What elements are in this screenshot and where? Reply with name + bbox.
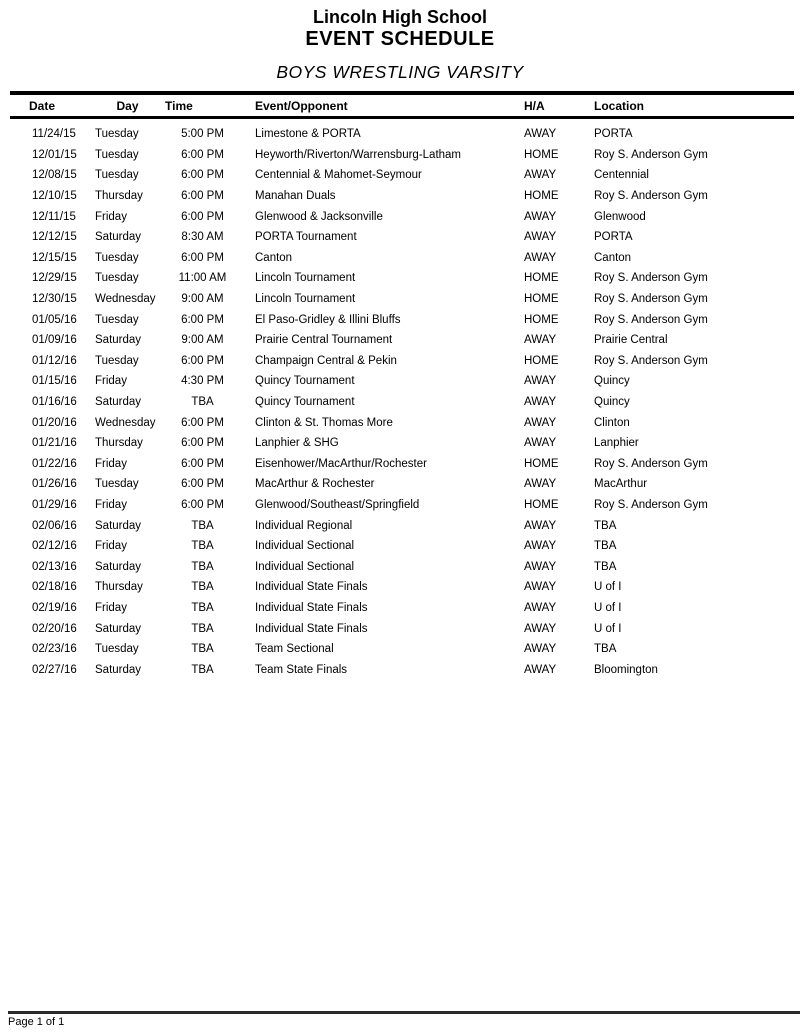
cell-event: Prairie Central Tournament	[255, 334, 393, 347]
column-header-day: Day	[116, 98, 139, 113]
cell-ha: AWAY	[524, 169, 557, 182]
table-row	[10, 577, 794, 598]
cell-date: 01/22/16	[32, 457, 77, 470]
cell-ha: HOME	[524, 272, 559, 285]
cell-day: Tuesday	[95, 148, 139, 161]
table-row	[10, 495, 794, 516]
cell-time: TBA	[191, 540, 214, 553]
table-row	[10, 124, 794, 145]
cell-date: 01/20/16	[32, 416, 77, 429]
cell-location: Roy S. Anderson Gym	[594, 498, 708, 511]
cell-date: 12/10/15	[32, 190, 77, 203]
cell-day: Saturday	[95, 396, 142, 409]
footer-divider	[8, 1011, 800, 1014]
cell-time: TBA	[191, 519, 214, 532]
cell-ha: AWAY	[524, 396, 557, 409]
cell-day: Friday	[95, 457, 127, 470]
cell-location: Lanphier	[594, 437, 639, 450]
table-row	[10, 371, 794, 392]
cell-event: Individual State Finals	[255, 581, 368, 594]
cell-time: 6:00 PM	[181, 148, 224, 161]
cell-day: Friday	[95, 498, 127, 511]
cell-time: 6:00 PM	[181, 498, 224, 511]
cell-day: Thursday	[95, 437, 143, 450]
table-row	[10, 412, 794, 433]
table-row	[10, 330, 794, 351]
cell-date: 12/30/15	[32, 293, 77, 306]
cell-event: Eisenhower/MacArthur/Rochester	[255, 457, 427, 470]
table-row	[10, 639, 794, 660]
cell-date: 02/20/16	[32, 622, 77, 635]
table-row	[10, 227, 794, 248]
cell-ha: HOME	[524, 190, 559, 203]
table-row	[10, 474, 794, 495]
cell-time: 4:30 PM	[181, 375, 224, 388]
table-row	[10, 454, 794, 475]
cell-time: TBA	[191, 601, 214, 614]
table-row	[10, 145, 794, 166]
cell-event: MacArthur & Rochester	[255, 478, 375, 491]
cell-day: Saturday	[95, 560, 142, 573]
cell-location: U of I	[594, 601, 622, 614]
cell-event: Manahan Duals	[255, 190, 336, 203]
cell-ha: HOME	[524, 148, 559, 161]
cell-location: Roy S. Anderson Gym	[594, 354, 708, 367]
cell-location: Bloomington	[594, 663, 658, 676]
cell-time: 9:00 AM	[181, 334, 224, 347]
cell-event: Quincy Tournament	[255, 396, 355, 409]
cell-event: Centennial & Mahomet-Seymour	[255, 169, 422, 182]
cell-time: 6:00 PM	[181, 437, 224, 450]
cell-date: 12/01/15	[32, 148, 77, 161]
cell-day: Saturday	[95, 231, 142, 244]
cell-date: 02/19/16	[32, 601, 77, 614]
cell-event: Individual State Finals	[255, 622, 368, 635]
cell-day: Tuesday	[95, 643, 139, 656]
cell-location: MacArthur	[594, 478, 648, 491]
table-row	[10, 515, 794, 536]
cell-location: Clinton	[594, 416, 630, 429]
cell-location: Roy S. Anderson Gym	[594, 148, 708, 161]
cell-event: Individual Sectional	[255, 560, 355, 573]
cell-location: Roy S. Anderson Gym	[594, 313, 708, 326]
table-row	[10, 186, 794, 207]
cell-day: Wednesday	[95, 293, 156, 306]
cell-event: Canton	[255, 251, 293, 264]
cell-event: Champaign Central & Pekin	[255, 354, 397, 367]
cell-event: Heyworth/Riverton/Warrensburg-Latham	[255, 148, 462, 161]
cell-event: Team Sectional	[255, 643, 334, 656]
table-row	[10, 268, 794, 289]
event-schedule-table	[10, 91, 794, 680]
cell-date: 12/12/15	[32, 231, 77, 244]
cell-time: 6:00 PM	[181, 251, 224, 264]
cell-location: Canton	[594, 251, 632, 264]
cell-day: Saturday	[95, 663, 142, 676]
cell-ha: AWAY	[524, 643, 557, 656]
cell-date: 01/09/16	[32, 334, 77, 347]
cell-time: 5:00 PM	[181, 128, 224, 141]
cell-date: 12/08/15	[32, 169, 77, 182]
cell-ha: HOME	[524, 354, 559, 367]
cell-ha: AWAY	[524, 478, 557, 491]
cell-location: Prairie Central	[594, 334, 668, 347]
cell-ha: AWAY	[524, 375, 557, 388]
cell-ha: AWAY	[524, 128, 557, 141]
cell-date: 01/29/16	[32, 498, 77, 511]
cell-time: TBA	[191, 396, 214, 409]
cell-location: Glenwood	[594, 210, 646, 223]
cell-time: 6:00 PM	[181, 416, 224, 429]
cell-ha: AWAY	[524, 231, 557, 244]
cell-time: 6:00 PM	[181, 210, 224, 223]
table-header	[10, 91, 794, 119]
cell-date: 01/15/16	[32, 375, 77, 388]
cell-time: TBA	[191, 581, 214, 594]
cell-ha: AWAY	[524, 540, 557, 553]
cell-time: 6:00 PM	[181, 478, 224, 491]
cell-location: Roy S. Anderson Gym	[594, 272, 708, 285]
table-row	[10, 433, 794, 454]
cell-time: 6:00 PM	[181, 457, 224, 470]
cell-day: Friday	[95, 601, 127, 614]
cell-event: Glenwood & Jacksonville	[255, 210, 383, 223]
cell-date: 12/11/15	[32, 210, 76, 223]
cell-day: Tuesday	[95, 128, 139, 141]
school-name: Lincoln High School	[313, 7, 487, 27]
cell-date: 02/13/16	[32, 560, 77, 573]
cell-ha: AWAY	[524, 210, 557, 223]
cell-day: Thursday	[95, 190, 143, 203]
cell-location: Quincy	[594, 396, 630, 409]
cell-ha: AWAY	[524, 622, 557, 635]
cell-event: Limestone & PORTA	[255, 128, 361, 141]
cell-ha: AWAY	[524, 601, 557, 614]
cell-date: 01/21/16	[32, 437, 77, 450]
cell-time: 6:00 PM	[181, 354, 224, 367]
cell-time: TBA	[191, 663, 214, 676]
cell-day: Friday	[95, 210, 127, 223]
cell-ha: AWAY	[524, 437, 557, 450]
table-row	[10, 556, 794, 577]
table-row	[10, 165, 794, 186]
cell-day: Tuesday	[95, 251, 139, 264]
cell-date: 01/12/16	[32, 354, 77, 367]
cell-date: 01/26/16	[32, 478, 77, 491]
cell-time: 9:00 AM	[181, 293, 224, 306]
cell-time: TBA	[191, 560, 214, 573]
cell-location: Roy S. Anderson Gym	[594, 293, 708, 306]
table-row	[10, 659, 794, 680]
cell-date: 12/15/15	[32, 251, 77, 264]
table-row	[10, 598, 794, 619]
page-header	[0, 6, 800, 82]
cell-location: PORTA	[594, 128, 633, 141]
cell-time: 8:30 AM	[181, 231, 224, 244]
cell-date: 01/05/16	[32, 313, 77, 326]
cell-location: Roy S. Anderson Gym	[594, 190, 708, 203]
cell-location: Roy S. Anderson Gym	[594, 457, 708, 470]
page-title: EVENT SCHEDULE	[305, 28, 495, 50]
cell-day: Tuesday	[95, 354, 139, 367]
table-row	[10, 248, 794, 269]
cell-day: Tuesday	[95, 272, 139, 285]
cell-ha: AWAY	[524, 251, 557, 264]
table-row	[10, 392, 794, 413]
table-row	[10, 618, 794, 639]
cell-date: 11/24/15	[32, 128, 76, 141]
cell-event: Individual Regional	[255, 519, 353, 532]
cell-time: TBA	[191, 643, 214, 656]
cell-time: 6:00 PM	[181, 169, 224, 182]
table-row	[10, 206, 794, 227]
table-row	[10, 536, 794, 557]
table-row	[10, 289, 794, 310]
cell-ha: AWAY	[524, 560, 557, 573]
cell-ha: AWAY	[524, 416, 557, 429]
team-subtitle: BOYS WRESTLING VARSITY	[276, 62, 524, 82]
page-number: Page 1 of 1	[8, 1016, 65, 1028]
cell-day: Thursday	[95, 581, 143, 594]
cell-event: Individual Sectional	[255, 540, 355, 553]
cell-day: Tuesday	[95, 169, 139, 182]
cell-event: Lincoln Tournament	[255, 272, 356, 285]
cell-time: 6:00 PM	[181, 190, 224, 203]
cell-day: Friday	[95, 540, 127, 553]
cell-ha: AWAY	[524, 334, 557, 347]
cell-location: Quincy	[594, 375, 630, 388]
cell-day: Saturday	[95, 334, 142, 347]
cell-location: PORTA	[594, 231, 633, 244]
cell-event: El Paso-Gridley & Illini Bluffs	[255, 313, 401, 326]
cell-location: U of I	[594, 622, 622, 635]
column-header-time: Time	[165, 98, 193, 113]
cell-date: 02/23/16	[32, 643, 77, 656]
table-body	[10, 119, 794, 680]
cell-event: Lincoln Tournament	[255, 293, 356, 306]
cell-event: Lanphier & SHG	[255, 437, 339, 450]
cell-event: Clinton & St. Thomas More	[255, 416, 393, 429]
cell-date: 02/27/16	[32, 663, 77, 676]
cell-date: 12/29/15	[32, 272, 77, 285]
cell-ha: AWAY	[524, 581, 557, 594]
cell-date: 02/12/16	[32, 540, 77, 553]
cell-location: TBA	[594, 540, 617, 553]
cell-location: TBA	[594, 643, 617, 656]
cell-event: Glenwood/Southeast/Springfield	[255, 498, 420, 511]
column-header-event: Event/Opponent	[255, 98, 348, 113]
cell-day: Wednesday	[95, 416, 156, 429]
cell-time: TBA	[191, 622, 214, 635]
table-row	[10, 351, 794, 372]
table-row	[10, 309, 794, 330]
cell-time: 6:00 PM	[181, 313, 224, 326]
cell-event: Quincy Tournament	[255, 375, 355, 388]
column-header-ha: H/A	[524, 98, 545, 113]
cell-location: Centennial	[594, 169, 649, 182]
column-header-date: Date	[29, 98, 56, 113]
cell-day: Saturday	[95, 519, 142, 532]
cell-day: Tuesday	[95, 313, 139, 326]
cell-day: Tuesday	[95, 478, 139, 491]
cell-ha: HOME	[524, 313, 559, 326]
cell-ha: HOME	[524, 457, 559, 470]
table-header-row	[10, 95, 794, 116]
cell-date: 02/18/16	[32, 581, 77, 594]
cell-event: Team State Finals	[255, 663, 348, 676]
cell-ha: HOME	[524, 498, 559, 511]
cell-ha: HOME	[524, 293, 559, 306]
cell-ha: AWAY	[524, 663, 557, 676]
cell-location: U of I	[594, 581, 622, 594]
column-header-location: Location	[594, 98, 644, 113]
cell-time: 11:00 AM	[178, 272, 227, 285]
cell-event: Individual State Finals	[255, 601, 368, 614]
cell-date: 01/16/16	[32, 396, 77, 409]
cell-location: TBA	[594, 519, 617, 532]
cell-day: Friday	[95, 375, 127, 388]
cell-ha: AWAY	[524, 519, 557, 532]
cell-event: PORTA Tournament	[255, 231, 357, 244]
cell-location: TBA	[594, 560, 617, 573]
cell-date: 02/06/16	[32, 519, 77, 532]
cell-day: Saturday	[95, 622, 142, 635]
